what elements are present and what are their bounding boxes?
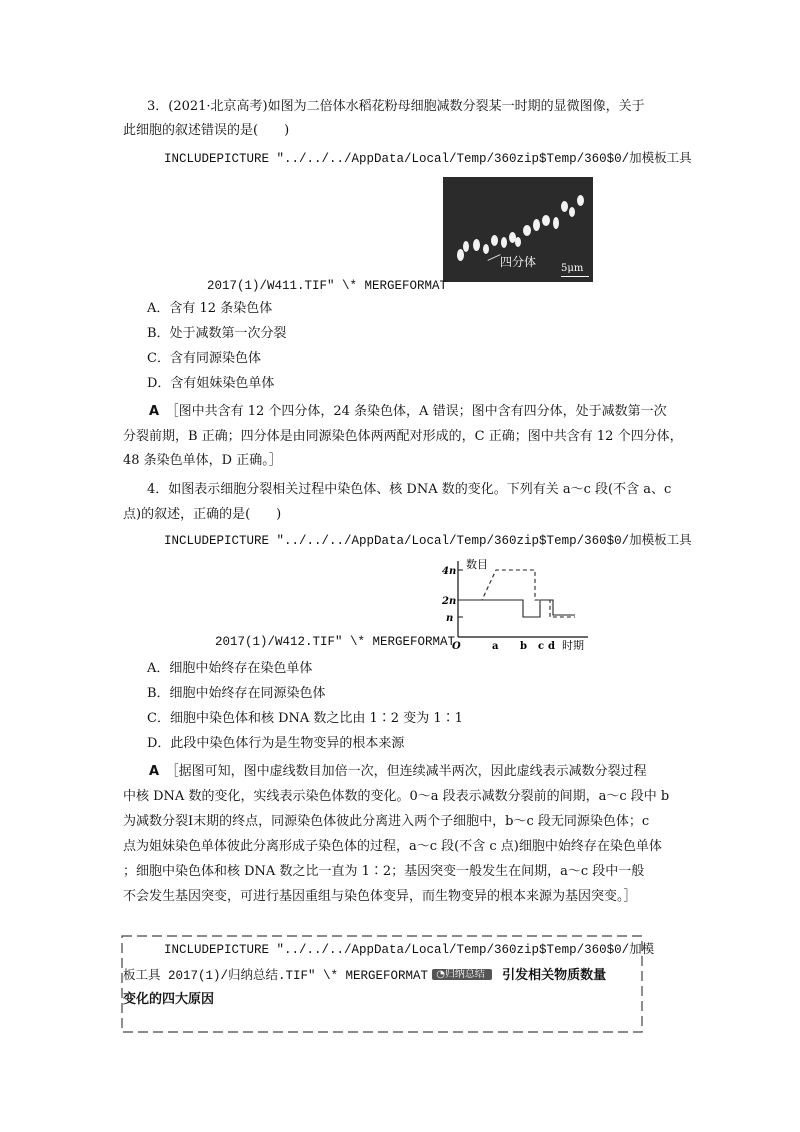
q3-stem-line2: 此细胞的叙述错误的是( ) — [123, 123, 290, 138]
summary-tab-icon: ◔ — [436, 969, 445, 980]
q3-answer-letter: A — [149, 404, 160, 419]
q3-option-c: C．含有同源染色体 — [147, 351, 261, 366]
q4-option-b: B．细胞中始终存在同源染色体 — [147, 686, 326, 701]
summary-title-part1: 引发相关物质数量 — [502, 968, 607, 983]
summary-tab — [432, 969, 492, 980]
q3-option-b: B．处于减数第一次分裂 — [147, 326, 287, 341]
q3-option-d: D．含有姐妹染色单体 — [147, 376, 275, 391]
summary-include-line2: 板工具 2017(1)/归纳总结.TIF" \* MERGEFORMAT — [123, 969, 429, 983]
q3-stem-line1: 3．(2021·北京高考)如图为二倍体水稻花粉母细胞减数分裂某一时期的显微图像，关于 — [147, 99, 645, 114]
q3-explanation-line3: 48 条染色单体，D 正确。］ — [123, 453, 282, 468]
q3-include-line1: INCLUDEPICTURE "../../../AppData/Local/Temp/360zip$Temp/360$0/加模板工具 — [164, 152, 692, 166]
q4-explanation-line3: 为减数分裂Ⅰ末期的终点，同源染色体彼此分离进入两个子细胞中，b～c 段无同源染色体；c — [123, 814, 650, 829]
chromosome-dna-chart — [440, 555, 610, 650]
scale-bar — [561, 276, 589, 277]
q3-explanation-line1 — [149, 402, 667, 422]
q3-include-line2: 2017(1)/W411.TIF" \* MERGEFORMAT — [207, 279, 448, 293]
summary-tab-label: 归纳总结 — [444, 969, 485, 980]
q3-option-a: A．含有 12 条染色体 — [147, 301, 273, 316]
q4-explanation-line2: 中核 DNA 数的变化，实线表示染色体数的变化。0～a 段表示减数分裂前的间期，a～c 段中 b — [123, 789, 670, 804]
q4-stem-line1: 4．如图表示细胞分裂相关过程中染色体、核 DNA 数的变化。下列有关 a～c 段(不含 a、c — [147, 482, 672, 497]
y-tick-label-4n: 4n — [442, 566, 457, 577]
scale-bar-label: 5μm — [561, 263, 584, 274]
x-tick-label-c: c — [538, 641, 545, 650]
y-tick-label-n: n — [446, 613, 454, 624]
x-tick-label-a: a — [492, 641, 499, 650]
q4-explanation-line4: 点为姐妹染色单体彼此分离形成子染色体的过程，a～c 段(不含 c 点)细胞中始终存在染色单体 — [123, 839, 662, 854]
x-tick-label-b: b — [520, 641, 527, 650]
q4-option-c: C．细胞中染色体和核 DNA 数之比由 1∶2 变为 1∶1 — [147, 711, 463, 726]
tetrad-label: 四分体 — [500, 255, 537, 269]
q4-option-d: D．此段中染色体行为是生物变异的根本来源 — [147, 736, 405, 751]
summary-include-line1: INCLUDEPICTURE "../../../AppData/Local/Temp/360zip$Temp/360$0/加模 — [164, 943, 655, 957]
q3-explanation-text1: ［图中共含有 12 个四分体，24 条染色体，A 错误；图中含有四分体，处于减数第一次 — [172, 404, 667, 419]
q4-explanation-line6: 不会发生基因突变，可进行基因重组与染色体变异，而生物变异的根本来源为基因突变。］ — [123, 889, 637, 904]
q4-explanation-text1: ［据图可知，图中虚线数目加倍一次，但连续减半两次，因此虚线表示减数分裂过程 — [172, 764, 647, 779]
q4-stem-line2: 点)的叙述，正确的是( ) — [123, 507, 282, 522]
micrograph-image — [443, 177, 593, 282]
y-tick-label-2n: 2n — [442, 596, 457, 607]
q4-explanation-line1 — [149, 762, 647, 782]
q4-explanation-line5: ；细胞中染色体和核 DNA 数之比一直为 1∶2；基因突变一般发生在间期，a～c 段中一般 — [123, 864, 645, 879]
summary-title-part2: 变化的四大原因 — [123, 992, 215, 1007]
x-axis-title: 时期 — [562, 639, 584, 650]
chromosome-solid-line — [458, 600, 575, 617]
x-tick-label-d: d — [548, 641, 555, 650]
x-origin-label: O — [452, 641, 461, 650]
summary-line2 — [123, 966, 606, 986]
q4-include-line1: INCLUDEPICTURE "../../../AppData/Local/Temp/360zip$Temp/360$0/加模板工具 — [164, 534, 692, 548]
q3-explanation-line2: 分裂前期，B 正确；四分体是由同源染色体两两配对形成的，C 正确；图中共含有 12 个四分体， — [123, 429, 683, 444]
q4-option-a: A．细胞中始终存在染色单体 — [147, 661, 313, 676]
dna-dashed-line — [458, 570, 575, 617]
q4-include-line2: 2017(1)/W412.TIF" \* MERGEFORMAT — [215, 635, 456, 649]
y-axis-title: 数目 — [466, 558, 488, 571]
q4-answer-letter: A — [149, 764, 160, 779]
